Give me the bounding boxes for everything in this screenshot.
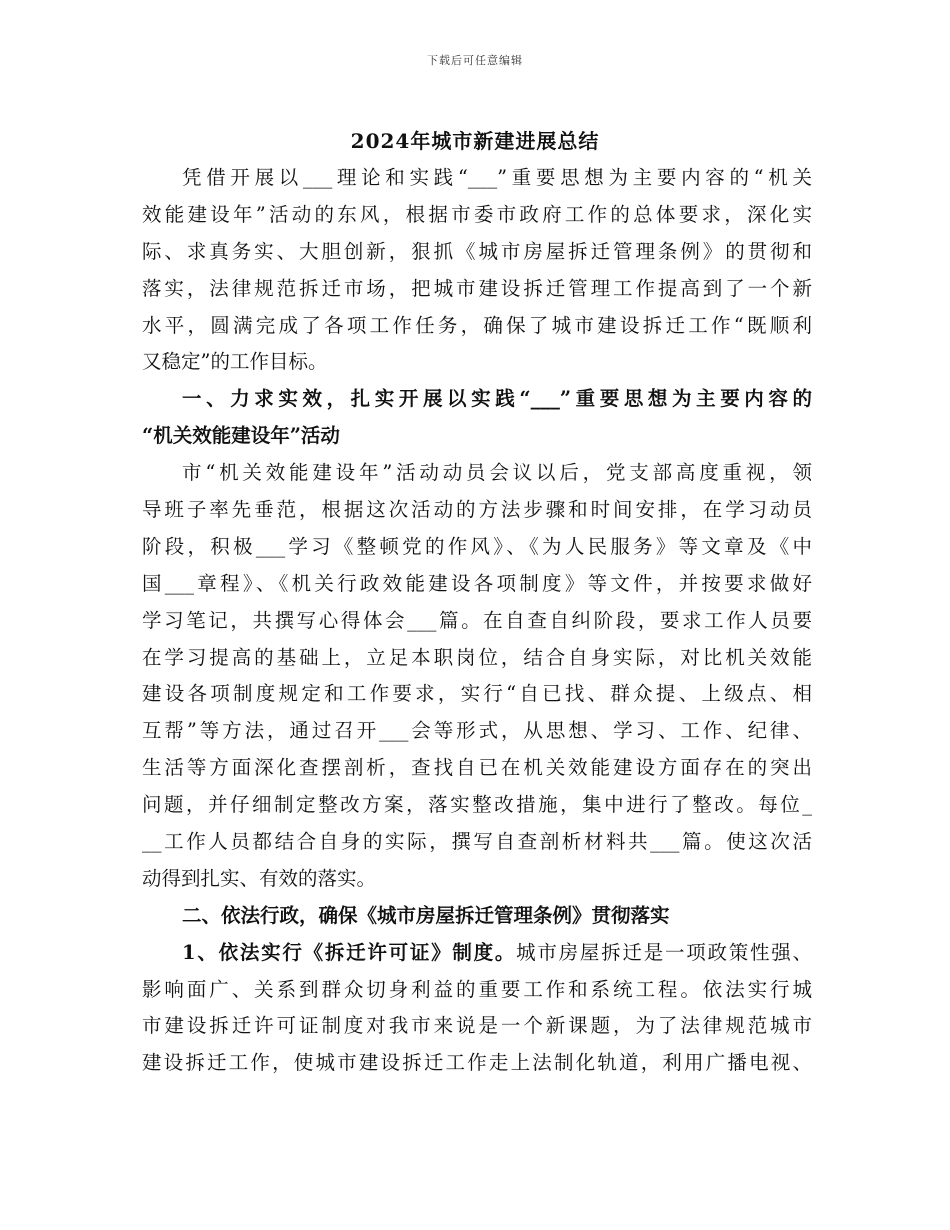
text-line: 互帮”等方法，通过召开___会等形式，从思想、学习、工作、纪律、 xyxy=(142,719,812,743)
text-line: 动得到扎实、有效的落实。 xyxy=(142,866,377,890)
text-line: 市建设拆迁许可证制度对我市来说是一个新课题，为了法律规范城市 xyxy=(142,1014,812,1038)
text-line: __工作人员都结合自身的实际，撰写自查剖析材料共___篇。使这次活 xyxy=(142,830,812,854)
text-line: 国___章程》、《机关行政效能建设各项制度》等文件，并按要求做好 xyxy=(142,571,812,595)
text-line: 效能建设年”活动的东风，根据市委市政府工作的总体要求，深化实 xyxy=(142,202,812,226)
section-heading: 一、力求实效，扎实开展以实践“___”重要思想为主要内容的 xyxy=(182,387,812,411)
text-line: 水平，圆满完成了各项工作任务，确保了城市建设拆迁工作“既顺利 xyxy=(142,313,812,337)
text-line: 问题，并仔细制定整改方案，落实整改措施，集中进行了整改。每位_ xyxy=(142,793,812,817)
text-line: 落实，法律规范拆迁市场，把城市建设拆迁管理工作提高到了一个新 xyxy=(142,276,812,300)
section-heading: “机关效能建设年”活动 xyxy=(142,424,340,448)
document-body xyxy=(142,160,812,1082)
text-segment: 城市房屋拆迁是一项政策性强、 xyxy=(516,940,812,964)
text-line: 阶段，积极___学习《整顿党的作风》、《为人民服务》等文章及《中 xyxy=(142,534,812,558)
text-line: 导班子率先垂范，根据这次活动的方法步骤和时间安排，在学习动员 xyxy=(142,498,812,522)
text-line: 建设各项制度规定和工作要求，实行“自已找、群众提、上级点、相 xyxy=(142,682,812,706)
sub-heading: 1、依法实行《拆迁许可证》制度。 xyxy=(182,940,517,964)
text-line: 际、求真务实、大胆创新，狠抓《城市房屋拆迁管理条例》的贯彻和 xyxy=(142,239,812,263)
text-line: 凭借开展以___理论和实践“___”重要思想为主要内容的“机关 xyxy=(182,166,812,189)
text-line: 市“机关效能建设年”活动动员会议以后，党支部高度重视，领 xyxy=(182,461,812,485)
document-title: 2024年城市新建进展总结 xyxy=(350,129,600,153)
text-line: 学习笔记，共撰写心得体会___篇。在自查自纠阶段，要求工作人员要 xyxy=(142,608,812,632)
section-heading: 二、依法行政，确保《城市房屋拆迁管理条例》贯彻落实 xyxy=(182,903,670,927)
text-line: 生活等方面深化查摆剖析，查找自已在机关效能建设方面存在的突出 xyxy=(142,756,812,780)
text-line: 建设拆迁工作，使城市建设拆迁工作走上法制化轨道，利用广播电视、 xyxy=(142,1051,812,1075)
header-note: 下载后可任意编辑 xyxy=(427,54,523,67)
text-line: 在学习提高的基础上，立足本职岗位，结合自身实际，对比机关效能 xyxy=(142,645,812,669)
text-line: 影响面广、关系到群众切身利益的重要工作和系统工程。依法实行城 xyxy=(142,977,812,1001)
text-line xyxy=(142,935,812,972)
text-line: 又稳定”的工作目标。 xyxy=(142,350,328,374)
